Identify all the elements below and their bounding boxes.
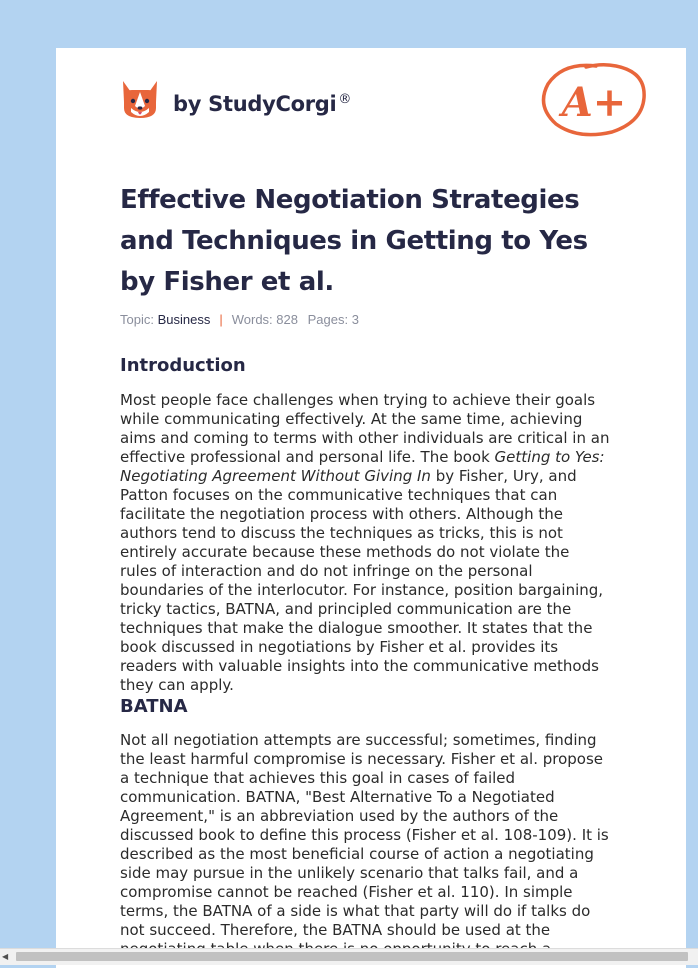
text-run: Patton focuses on the communicative techniques that can — [120, 486, 558, 504]
text-run: Agreement," is an abbreviation used by the authors of the — [120, 807, 559, 825]
text-run: discussed book to define this process (Fisher et al. 108-109). It is — [120, 826, 609, 844]
text-run: facilitate the negotiation process with others. Although the — [120, 505, 563, 523]
pages-count: 3 — [351, 312, 359, 327]
section-heading-introduction: Introduction — [120, 355, 246, 376]
brand-logo[interactable] — [120, 76, 351, 124]
section-heading-batna: BATNA — [120, 696, 188, 717]
text-run: terms, the BATNA of a side is what that party will do if talks do — [120, 902, 591, 920]
text-run: a technique that achieves this goal in cases of failed — [120, 769, 516, 787]
document-page — [56, 48, 686, 968]
pages-label: Pages: — [307, 312, 349, 327]
grade-badge-icon — [538, 58, 648, 140]
meta-separator: | — [219, 312, 223, 327]
text-run: compromise cannot be reached (Fisher et al. 110). In simple — [120, 883, 573, 901]
words-count: 828 — [276, 312, 298, 327]
text-run: not succeed. Therefore, the BATNA should be used at the — [120, 921, 551, 939]
text-run: entirely accurate because these methods do not violate the — [120, 543, 570, 561]
text-run: effective professional and personal life. The book — [120, 448, 495, 466]
introduction-paragraph — [120, 391, 632, 695]
brand-name-text: by StudyCorgi — [173, 92, 337, 116]
corgi-logo-icon — [120, 78, 160, 122]
text-run: authors tend to discuss the techniques as tricks, this is not — [120, 524, 563, 542]
batna-paragraph — [120, 731, 632, 959]
italic-text-run: Getting to Yes: — [494, 448, 605, 466]
document-meta — [120, 312, 359, 327]
text-run: Not all negotiation attempts are successful; sometimes, finding — [120, 731, 597, 749]
text-run: communication. BATNA, "Best Alternative To a Negotiated — [120, 788, 555, 806]
text-run: described as the most beneficial course of action a negotiating — [120, 845, 594, 863]
text-run: tricky tactics, BATNA, and principled communication are the — [120, 600, 572, 618]
topic-label: Topic: — [120, 312, 154, 327]
text-run: they can apply. — [120, 676, 234, 694]
text-run: Most people face challenges when trying to achieve their goals — [120, 391, 596, 409]
scroll-left-arrow-icon[interactable]: ◀ — [2, 952, 9, 961]
text-run: techniques that make the dialogue smoother. It states that the — [120, 619, 593, 637]
topic-link[interactable]: Business — [157, 312, 211, 327]
words-label: Words: — [231, 312, 273, 327]
text-run: while communicating effectively. At the same time, achieving — [120, 410, 583, 428]
text-run: side may pursue in the unlikely scenario that talks fail, and a — [120, 864, 579, 882]
title-line: and Techniques in Getting to Yes — [120, 226, 588, 256]
text-run: boundaries of the interlocutor. For instance, position bargaining, — [120, 581, 604, 599]
text-run: aims and coming to terms with other individuals are critical in an — [120, 429, 610, 447]
text-run: the least harmful compromise is necessary. Fisher et al. propose — [120, 750, 604, 768]
horizontal-scrollbar[interactable] — [0, 948, 698, 965]
title-line: by Fisher et al. — [120, 267, 334, 297]
italic-text-run: Negotiating Agreement Without Giving In — [120, 467, 431, 485]
scrollbar-thumb[interactable] — [16, 952, 688, 961]
text-run: rules of interaction and do not infringe on the personal — [120, 562, 533, 580]
text-run: by Fisher, Ury, and — [430, 467, 577, 485]
text-run: book discussed in negotiations by Fisher et al. provides its — [120, 638, 559, 656]
title-line: Effective Negotiation Strategies — [120, 185, 580, 215]
text-run: readers with valuable insights into the communicative methods — [120, 657, 599, 675]
brand-name — [173, 92, 351, 116]
registered-mark: ® — [338, 92, 352, 107]
document-title — [120, 180, 620, 303]
grade-badge-text: A+ — [561, 79, 627, 126]
